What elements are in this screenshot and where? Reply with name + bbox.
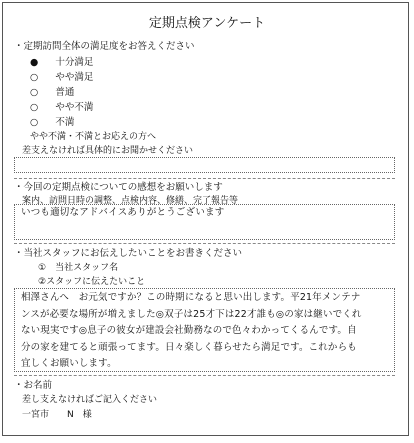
answer-line: ンスが必要な場所が増えました◎双子は25才下は22才誰も◎の家は継いでくれ: [21, 308, 362, 320]
option-label: やや不満: [55, 102, 94, 113]
option-somewhat-satisfied[interactable]: [30, 69, 93, 83]
option-label: 不満: [55, 117, 75, 128]
radio-selected-icon: ●: [30, 57, 39, 68]
question-impressions-label: ・今回の定期点検についての感想をお願いします: [14, 182, 223, 193]
option-very-satisfied[interactable]: [30, 54, 93, 68]
radio-empty-icon: ○: [30, 117, 39, 128]
option-somewhat-dissatisfied[interactable]: [30, 99, 93, 113]
option-label: 十分満足: [55, 57, 94, 68]
radio-empty-icon: ○: [30, 72, 39, 83]
option-label: 普通: [55, 87, 75, 98]
page-title: 定期点検アンケート: [148, 16, 266, 31]
question-satisfaction-label: ・定期訪問全体の満足度をお答えください: [14, 41, 195, 52]
staff-message-answer-box[interactable]: [14, 288, 395, 372]
option-label: やや満足: [55, 72, 94, 83]
section-divider: [14, 243, 395, 244]
radio-empty-icon: ○: [30, 87, 39, 98]
staff-message-answer-text: [21, 290, 393, 373]
section-divider: [14, 375, 395, 376]
answer-line: 相澤さんへ お元気ですか？この時期になると思い出します。平21年メンテナ: [21, 292, 361, 303]
answer-line: ない現実です◎息子の彼女が建設会社勤務なので色々わかってくるんです。自: [21, 325, 357, 336]
dissatisfaction-answer-box[interactable]: [14, 157, 395, 173]
question-staff-message-label: ・当社スタッフにお伝えしたいことをお書きください: [14, 248, 243, 259]
followup-note: やや不満・不満とお応えの方へ: [30, 132, 157, 142]
impressions-answer-box[interactable]: [14, 204, 395, 240]
option-dissatisfied[interactable]: [30, 114, 74, 128]
option-average[interactable]: [30, 84, 74, 98]
name-field-value[interactable]: 一宮市 N 様: [22, 410, 92, 420]
answer-line: 宜しくお願いします。: [21, 358, 117, 369]
answer-line: 分の家を建てると頑張ってます。日々楽しく暮らせたら満足です。これからも: [21, 341, 357, 353]
followup-instruction: 差支えなければ具体的にお聞かせください: [22, 146, 194, 156]
radio-empty-icon: ○: [30, 102, 39, 113]
staff-name-item: ① 当社スタッフ名: [38, 263, 119, 273]
staff-message-item: ②スタッフに伝えたいこと: [38, 277, 146, 287]
question-impressions-sub: 案内、訪問日時の調整、点検内容、修繕、完了報告等: [22, 196, 239, 206]
question-name-sub: 差し支えなければご記入ください: [22, 395, 158, 405]
impressions-answer-text: いつも適切なアドバイスありがとうございます: [21, 207, 225, 218]
question-name-label: ・お名前: [14, 380, 53, 391]
